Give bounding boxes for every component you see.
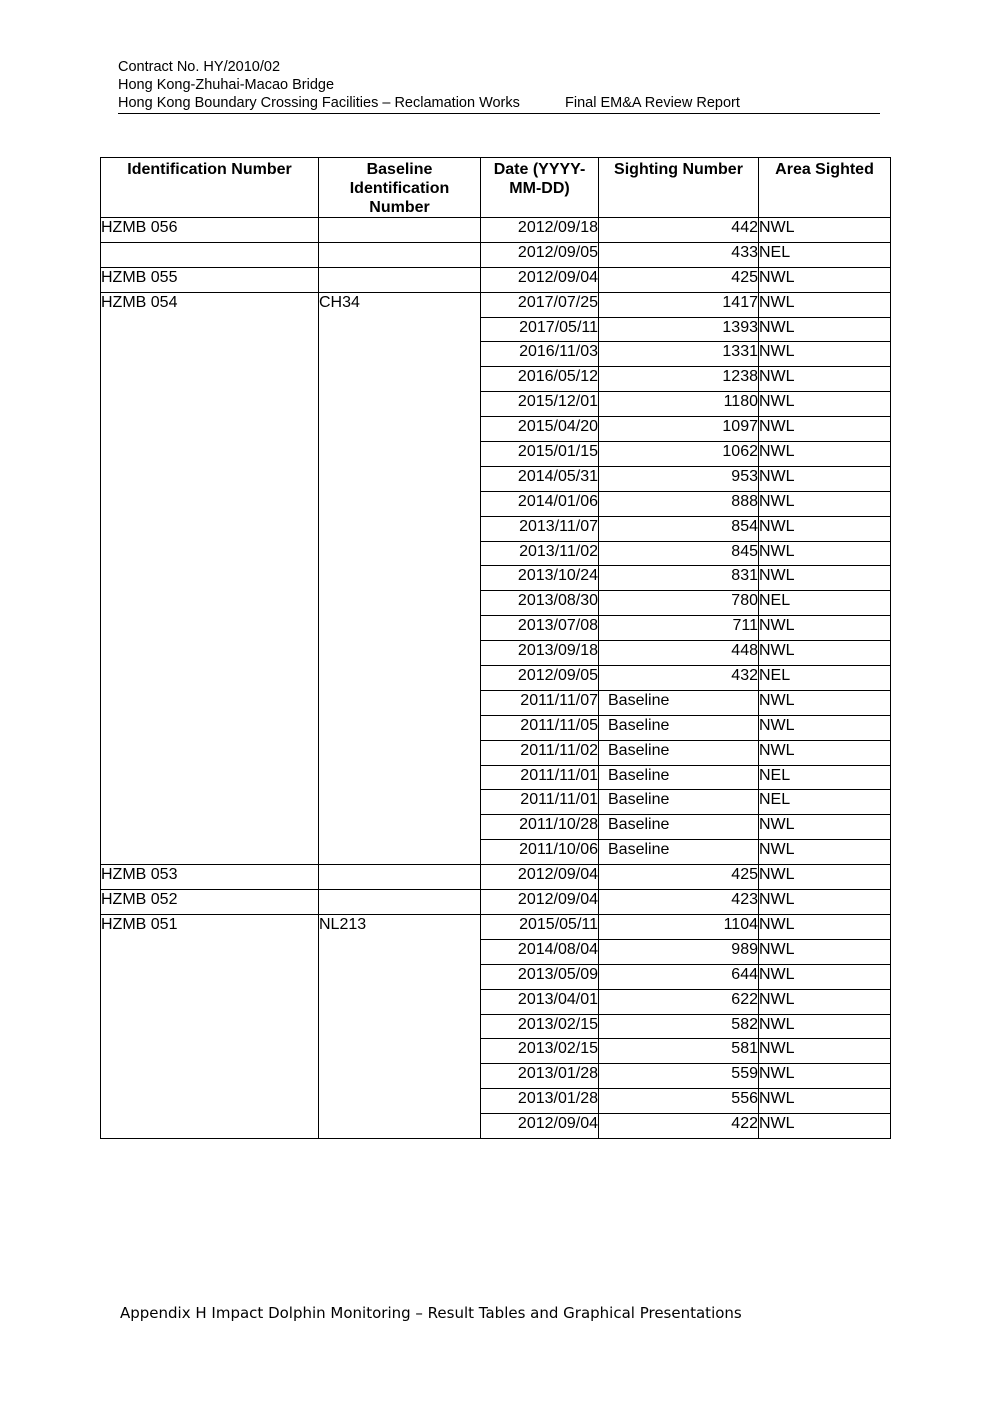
- sighting-cell: 425: [599, 865, 759, 890]
- sighting-cell: 1097: [599, 417, 759, 442]
- col-header-identification: Identification Number: [101, 158, 319, 218]
- sighting-cell: Baseline: [599, 790, 759, 815]
- sighting-cell: 953: [599, 466, 759, 491]
- area-cell: NWL: [759, 466, 891, 491]
- date-cell: 2011/11/02: [481, 740, 599, 765]
- sighting-cell: Baseline: [599, 740, 759, 765]
- sighting-cell: 442: [599, 218, 759, 243]
- sighting-cell: 644: [599, 964, 759, 989]
- area-cell: NWL: [759, 616, 891, 641]
- sighting-cell: Baseline: [599, 715, 759, 740]
- area-cell: NWL: [759, 690, 891, 715]
- area-cell: NWL: [759, 541, 891, 566]
- date-cell: 2013/07/08: [481, 616, 599, 641]
- sighting-cell: 425: [599, 267, 759, 292]
- baseline-cell: [319, 890, 481, 915]
- col-header-date: Date (YYYY-MM-DD): [481, 158, 599, 218]
- date-cell: 2012/09/04: [481, 865, 599, 890]
- sighting-cell: 831: [599, 566, 759, 591]
- area-cell: NWL: [759, 865, 891, 890]
- area-cell: NWL: [759, 442, 891, 467]
- date-cell: 2017/05/11: [481, 317, 599, 342]
- sighting-cell: 582: [599, 1014, 759, 1039]
- sighting-cell: 433: [599, 242, 759, 267]
- date-cell: 2013/11/02: [481, 541, 599, 566]
- sighting-cell: 989: [599, 939, 759, 964]
- baseline-cell: [319, 865, 481, 890]
- date-cell: 2013/02/15: [481, 1014, 599, 1039]
- sighting-cell: 556: [599, 1089, 759, 1114]
- area-cell: NWL: [759, 342, 891, 367]
- date-cell: 2013/05/09: [481, 964, 599, 989]
- area-cell: NWL: [759, 939, 891, 964]
- baseline-cell: [319, 242, 481, 267]
- works-title: Hong Kong Boundary Crossing Facilities – Reclamation Works: [118, 95, 520, 111]
- baseline-cell: [319, 218, 481, 243]
- date-cell: 2015/01/15: [481, 442, 599, 467]
- sighting-cell: 845: [599, 541, 759, 566]
- identification-cell: HZMB 053: [101, 865, 319, 890]
- identification-cell: HZMB 055: [101, 267, 319, 292]
- table-header-row: [101, 158, 891, 218]
- area-cell: NWL: [759, 989, 891, 1014]
- date-cell: 2014/05/31: [481, 466, 599, 491]
- area-cell: NWL: [759, 417, 891, 442]
- area-cell: NWL: [759, 715, 891, 740]
- sighting-cell: 422: [599, 1114, 759, 1139]
- area-cell: NWL: [759, 566, 891, 591]
- date-cell: 2013/02/15: [481, 1039, 599, 1064]
- sighting-cell: 559: [599, 1064, 759, 1089]
- date-cell: 2012/09/05: [481, 242, 599, 267]
- area-cell: NEL: [759, 666, 891, 691]
- report-title: Final EM&A Review Report: [565, 95, 740, 111]
- table-row: [101, 890, 891, 915]
- area-cell: NEL: [759, 790, 891, 815]
- date-cell: 2016/05/12: [481, 367, 599, 392]
- area-cell: NEL: [759, 765, 891, 790]
- sighting-table: [100, 157, 891, 1139]
- area-cell: NWL: [759, 740, 891, 765]
- sighting-cell: 1062: [599, 442, 759, 467]
- date-cell: 2017/07/25: [481, 292, 599, 317]
- area-cell: NWL: [759, 890, 891, 915]
- col-header-area: Area Sighted: [759, 158, 891, 218]
- sighting-cell: 1393: [599, 317, 759, 342]
- date-cell: 2013/09/18: [481, 641, 599, 666]
- sighting-cell: Baseline: [599, 840, 759, 865]
- area-cell: NWL: [759, 491, 891, 516]
- table-body: [101, 218, 891, 1139]
- sighting-cell: 888: [599, 491, 759, 516]
- date-cell: 2011/11/07: [481, 690, 599, 715]
- sighting-cell: 1180: [599, 392, 759, 417]
- date-cell: 2012/09/04: [481, 1114, 599, 1139]
- area-cell: NWL: [759, 1089, 891, 1114]
- area-cell: NWL: [759, 367, 891, 392]
- sighting-cell: Baseline: [599, 815, 759, 840]
- area-cell: NWL: [759, 317, 891, 342]
- area-cell: NWL: [759, 392, 891, 417]
- date-cell: 2012/09/04: [481, 267, 599, 292]
- date-cell: 2011/11/05: [481, 715, 599, 740]
- identification-cell: HZMB 056: [101, 218, 319, 243]
- date-cell: 2013/10/24: [481, 566, 599, 591]
- identification-cell: HZMB 051: [101, 914, 319, 1138]
- area-cell: NWL: [759, 1039, 891, 1064]
- area-cell: NWL: [759, 914, 891, 939]
- table-row: [101, 218, 891, 243]
- table-row: [101, 267, 891, 292]
- date-cell: 2013/08/30: [481, 591, 599, 616]
- sighting-cell: 1331: [599, 342, 759, 367]
- area-cell: NEL: [759, 591, 891, 616]
- area-cell: NWL: [759, 964, 891, 989]
- date-cell: 2015/12/01: [481, 392, 599, 417]
- page-header: [118, 58, 880, 114]
- sighting-cell: 1417: [599, 292, 759, 317]
- date-cell: 2013/04/01: [481, 989, 599, 1014]
- area-cell: NWL: [759, 1014, 891, 1039]
- area-cell: NWL: [759, 815, 891, 840]
- date-cell: 2011/11/01: [481, 790, 599, 815]
- area-cell: NWL: [759, 641, 891, 666]
- identification-cell: HZMB 052: [101, 890, 319, 915]
- table-row: [101, 292, 891, 317]
- baseline-cell: NL213: [319, 914, 481, 1138]
- baseline-cell: [319, 267, 481, 292]
- area-cell: NWL: [759, 1114, 891, 1139]
- area-cell: NWL: [759, 218, 891, 243]
- table-row: [101, 865, 891, 890]
- identification-cell: HZMB 054: [101, 292, 319, 864]
- date-cell: 2011/11/01: [481, 765, 599, 790]
- date-cell: 2015/05/11: [481, 914, 599, 939]
- date-cell: 2011/10/28: [481, 815, 599, 840]
- date-cell: 2015/04/20: [481, 417, 599, 442]
- date-cell: 2013/01/28: [481, 1089, 599, 1114]
- date-cell: 2014/01/06: [481, 491, 599, 516]
- sighting-cell: 1238: [599, 367, 759, 392]
- sighting-cell: Baseline: [599, 690, 759, 715]
- identification-cell: [101, 242, 319, 267]
- date-cell: 2016/11/03: [481, 342, 599, 367]
- table-row: [101, 242, 891, 267]
- area-cell: NWL: [759, 267, 891, 292]
- area-cell: NWL: [759, 516, 891, 541]
- sighting-cell: 1104: [599, 914, 759, 939]
- date-cell: 2013/01/28: [481, 1064, 599, 1089]
- area-cell: NWL: [759, 292, 891, 317]
- date-cell: 2012/09/05: [481, 666, 599, 691]
- area-cell: NEL: [759, 242, 891, 267]
- page-footer: Appendix H Impact Dolphin Monitoring – Result Tables and Graphical Presentations: [120, 1304, 742, 1322]
- date-cell: 2012/09/18: [481, 218, 599, 243]
- table-row: [101, 914, 891, 939]
- col-header-sighting: Sighting Number: [599, 158, 759, 218]
- sighting-cell: 854: [599, 516, 759, 541]
- sighting-cell: 423: [599, 890, 759, 915]
- sighting-cell: 780: [599, 591, 759, 616]
- project-name: Hong Kong-Zhuhai-Macao Bridge: [118, 77, 335, 93]
- baseline-cell: CH34: [319, 292, 481, 864]
- sighting-cell: Baseline: [599, 765, 759, 790]
- area-cell: NWL: [759, 1064, 891, 1089]
- contract-number: Contract No. HY/2010/02: [118, 59, 281, 75]
- header-rule-line: [118, 94, 880, 114]
- date-cell: 2012/09/04: [481, 890, 599, 915]
- date-cell: 2013/11/07: [481, 516, 599, 541]
- area-cell: NWL: [759, 840, 891, 865]
- date-cell: 2014/08/04: [481, 939, 599, 964]
- sighting-cell: 448: [599, 641, 759, 666]
- sighting-cell: 622: [599, 989, 759, 1014]
- date-cell: 2011/10/06: [481, 840, 599, 865]
- sighting-cell: 432: [599, 666, 759, 691]
- sighting-cell: 711: [599, 616, 759, 641]
- col-header-baseline: Baseline Identification Number: [319, 158, 481, 218]
- sighting-cell: 581: [599, 1039, 759, 1064]
